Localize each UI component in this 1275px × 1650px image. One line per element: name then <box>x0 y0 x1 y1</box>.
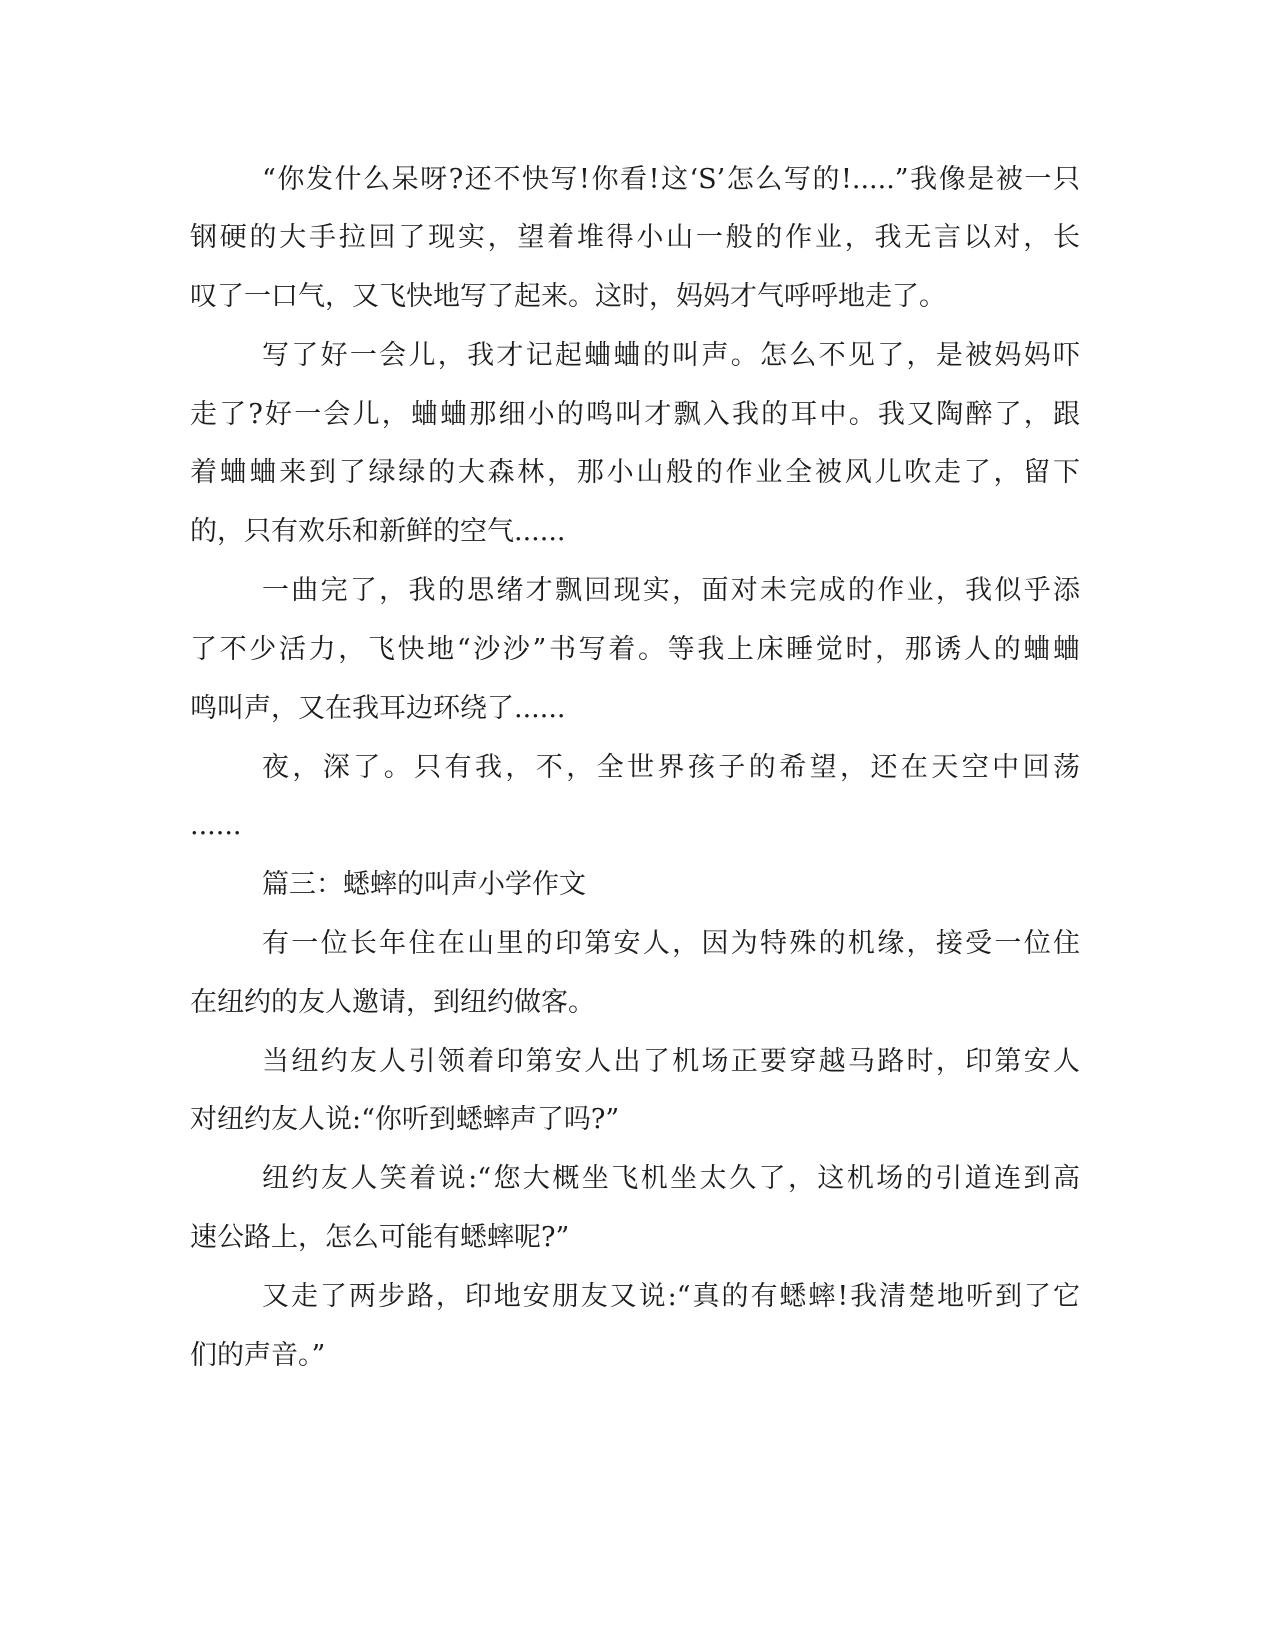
text-line: 夜，深了。只有我，不，全世界孩子的希望，还在天空中回荡 <box>262 752 1080 783</box>
text-line: 对纽约友人说:“你听到蟋蟀声了吗?” <box>190 1104 620 1135</box>
section-heading: 篇三：蟋蟀的叫声小学作文 <box>262 869 586 900</box>
text-line: 的，只有欢乐和新鲜的空气...... <box>190 516 566 547</box>
text-line: 速公路上，怎么可能有蟋蟀呢?” <box>190 1222 570 1253</box>
text-line: 了不少活力，飞快地“沙沙”书写着。等我上床睡觉时，那诱人的蛐蛐 <box>190 634 1080 665</box>
text-line: 一曲完了，我的思绪才飘回现实，面对未完成的作业，我似乎添 <box>262 575 1080 606</box>
text-line: 走了?好一会儿，蛐蛐那细小的鸣叫才飘入我的耳中。我又陶醉了，跟 <box>190 399 1080 430</box>
text-line: 叹了一口气，又飞快地写了起来。这时，妈妈才气呼呼地走了。 <box>190 281 946 312</box>
text-line: 又走了两步路，印地安朋友又说:“真的有蟋蟀!我清楚地听到了它 <box>262 1281 1080 1312</box>
text-line: 有一位长年住在山里的印第安人，因为特殊的机缘，接受一位住 <box>262 928 1080 959</box>
text-line: 钢硬的大手拉回了现实，望着堆得小山一般的作业，我无言以对，长 <box>190 222 1080 253</box>
text-line: 着蛐蛐来到了绿绿的大森林，那小山般的作业全被风儿吹走了，留下 <box>190 457 1080 488</box>
text-line: 鸣叫声，又在我耳边环绕了...... <box>190 693 566 724</box>
text-line: 写了好一会儿，我才记起蛐蛐的叫声。怎么不见了，是被妈妈吓 <box>262 340 1080 371</box>
text-line: 们的声音。” <box>190 1340 326 1371</box>
text-line: ...... <box>190 810 242 841</box>
text-line: “你发什么呆呀?还不快写!你看!这‘S’怎么写的!.....”我像是被一只 <box>262 164 1080 195</box>
text-line: 在纽约的友人邀请，到纽约做客。 <box>190 987 595 1018</box>
text-line: 纽约友人笑着说:“您大概坐飞机坐太久了，这机场的引道连到高 <box>262 1163 1080 1194</box>
text-line: 当纽约友人引领着印第安人出了机场正要穿越马路时，印第安人 <box>262 1046 1080 1077</box>
